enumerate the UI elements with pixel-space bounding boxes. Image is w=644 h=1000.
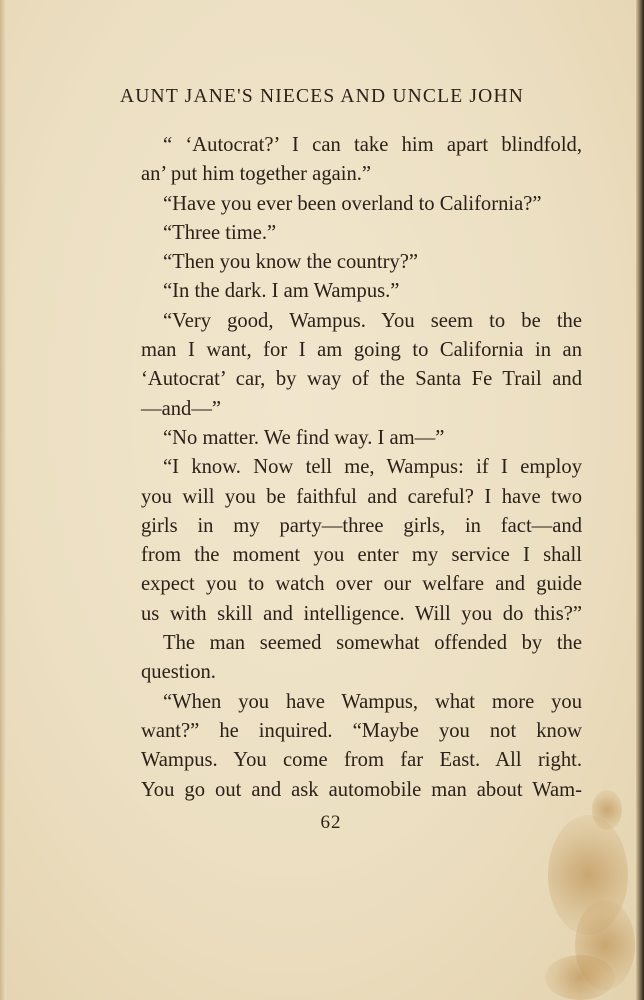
text-line: us with skill and intelligence. Will you do this?” [141, 602, 582, 625]
text-line: expect you to watch over our welfare and guide [141, 573, 582, 596]
page-number: 62 [320, 812, 342, 833]
text-line: from the moment you enter my service I shall [141, 544, 582, 567]
page-left-edge [0, 0, 6, 1000]
text-line: want?” he inquired. “Maybe you not know [141, 719, 582, 742]
text-line: man I want, for I am going to California in an [141, 339, 582, 362]
text-line: —and—” [141, 397, 222, 420]
text-line: question. [141, 661, 216, 684]
text-line: girls in my party—three girls, in fact—and [141, 514, 582, 537]
page-right-edge [636, 0, 644, 1000]
text-line: You go out and ask automobile man about Wam- [141, 778, 582, 801]
text-line: you will you be faithful and careful? I have two [141, 485, 582, 508]
text-line: “I know. Now tell me, Wampus: if I employ [163, 456, 582, 479]
text-line: Wampus. You come from far East. All right. [141, 749, 582, 772]
text-line: “In the dark. I am Wampus.” [163, 280, 400, 303]
text-line: “No matter. We find way. I am—” [163, 426, 445, 449]
text-line: “Have you ever been overland to California?” [163, 192, 542, 215]
text-line: “When you have Wampus, what more you [163, 690, 582, 713]
text-line: “Three time.” [163, 221, 277, 244]
text-line: “ ‘Autocrat?’ I can take him apart blindfold, [163, 134, 582, 156]
foxing-stain [545, 955, 615, 1000]
text-line: ‘Autocrat’ car, by way of the Santa Fe Trail and [141, 368, 582, 391]
running-head: AUNT JANE'S NIECES AND UNCLE JOHN [119, 86, 525, 107]
body-text [141, 131, 582, 805]
text-line: an’ put him together again.” [141, 163, 372, 186]
text-line: “Very good, Wampus. You seem to be the [163, 309, 582, 332]
text-line: “Then you know the country?” [163, 251, 419, 274]
text-line: The man seemed somewhat offended by the [163, 632, 582, 655]
